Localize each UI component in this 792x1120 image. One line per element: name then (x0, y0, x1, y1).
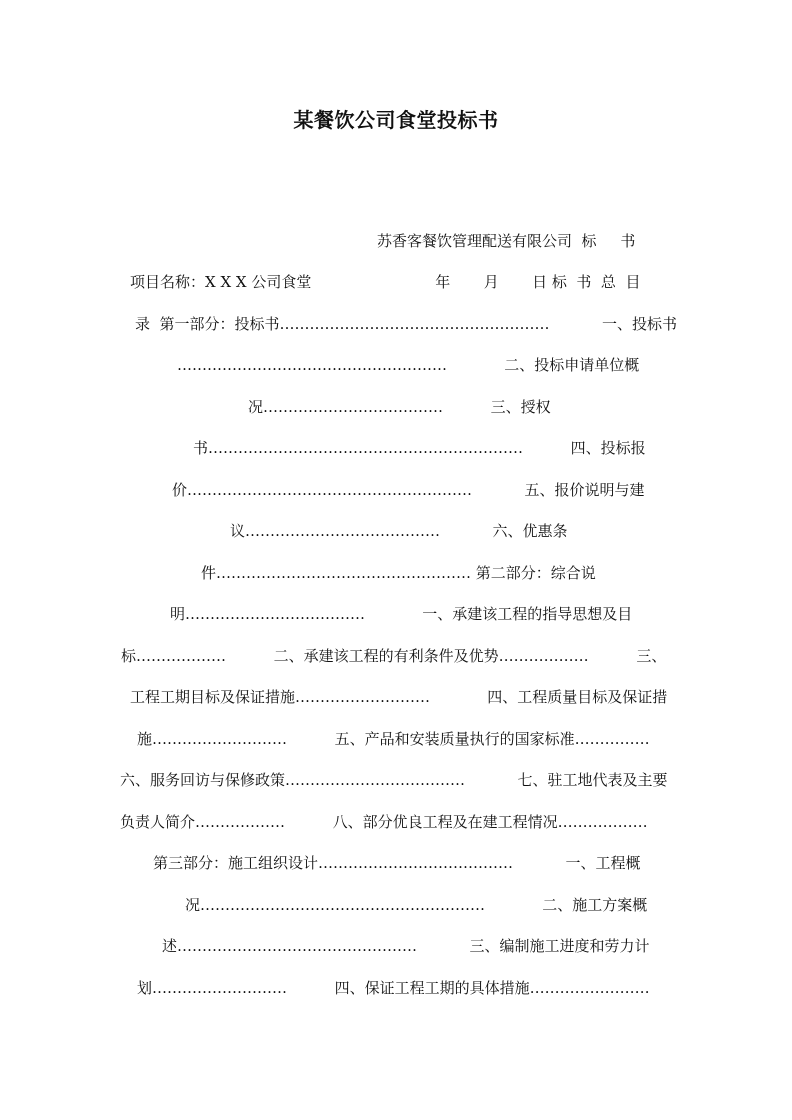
text-line-5: 况……………………………… 三、授权 (248, 398, 551, 416)
text-line-4: ……………………………………………… 二、投标申请单位概 (177, 356, 640, 374)
text-line-12: 工程工期目标及保证措施……………………… 四、工程质量目标及保证措 (130, 688, 668, 706)
text-line-8: 议………………………………… 六、优惠条 (230, 522, 568, 540)
text-line-17: 况………………………………………………… 二、施工方案概 (185, 896, 648, 914)
text-line-9: 件…………………………………………… 第二部分：综合说 (201, 564, 596, 582)
text-line-18: 述………………………………………… 三、编制施工进度和劳力计 (162, 937, 650, 955)
text-line-6: 书……………………………………………………… 四、投标报 (193, 439, 646, 457)
text-line-16: 第三部分：施工组织设计………………………………… 一、工程概 (153, 854, 641, 872)
text-line-19: 划……………………… 四、保证工程工期的具体措施…………………… (137, 979, 650, 997)
text-line-3: 录 第一部分：投标书……………………………………………… 一、投标书 (135, 315, 677, 333)
text-line-7: 价………………………………………………… 五、报价说明与建 (172, 481, 645, 499)
text-line-15: 负责人简介……………… 八、部分优良工程及在建工程情况……………… (120, 813, 648, 831)
text-line-11: 标……………… 二、承建该工程的有利条件及优势……………… 三、 (121, 647, 667, 665)
text-line-2: 项目名称：X X X 公司食堂 年 月 日 标 书 总 目 (130, 273, 641, 291)
text-line-1: 苏香客餐饮管理配送有限公司 标 书 (377, 232, 636, 250)
text-line-14: 六、服务回访与保修政策……………………………… 七、驻工地代表及主要 (120, 771, 668, 789)
text-line-10: 明……………………………… 一、承建该工程的指导思想及目 (170, 605, 633, 623)
document-title: 某餐饮公司食堂投标书 (293, 108, 499, 132)
text-line-13: 施……………………… 五、产品和安装质量执行的国家标准…………… (137, 730, 650, 748)
